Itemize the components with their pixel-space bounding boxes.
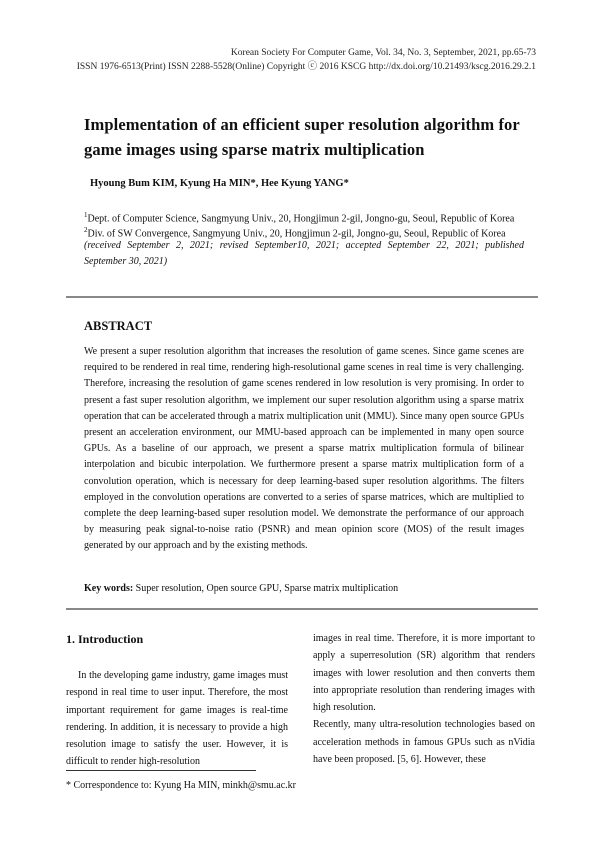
section-divider-bottom (66, 608, 538, 610)
introduction-right-paragraph-2: Recently, many ultra-resolution technologies based on acceleration methods in famous GPUs such as nVidia have been proposed. [5, 6]. However, these (313, 719, 535, 766)
keywords-label: Key words: (84, 583, 134, 594)
affiliation-1-mark: 1 (84, 211, 88, 219)
introduction-heading: 1. Introduction (66, 632, 144, 646)
publication-dates: (received September 2, 2021; revised September10, 2021; accepted September 22, 2021; published September 30, 2021) (84, 240, 524, 267)
paper-title: Implementation of an efficient super resolution algorithm for game images using sparse matrix multiplication (84, 115, 520, 159)
author-list: Hyoung Bum KIM, Kyung Ha MIN*, Hee Kyung YANG* (90, 178, 349, 189)
affiliation-2-mark: 2 (84, 226, 88, 234)
journal-header-line1: Korean Society For Computer Game, Vol. 34, No. 3, September, 2021, pp.65-73 (230, 48, 536, 58)
keywords (84, 583, 398, 594)
abstract-heading: ABSTRACT (84, 319, 153, 333)
affiliation-1-text: Dept. of Computer Science, Sangmyung Univ., 20, Hongjimun 2-gil, Jongno-gu, Seoul, Republic of Korea (87, 213, 515, 225)
correspondence-footnote: * Correspondence to: Kyung Ha MIN, minkh@smu.ac.kr (66, 780, 296, 791)
affiliation-2-text: Div. of SW Convergence, Sangmyung Univ., 20, Hongjimun 2-gil, Jongno-gu, Seoul, Republic of Korea (87, 228, 506, 240)
section-divider-top (66, 296, 538, 298)
introduction-right-column (313, 630, 535, 768)
journal-header-line2: ISSN 1976-6513(Print) ISSN 2288-5528(Online) Copyright ⓒ 2016 KSCG http://dx.doi.org/10.21493/kscg.2016.29.2.1 (76, 62, 536, 72)
footnote-separator (66, 770, 256, 771)
introduction-left-column: In the developing game industry, game images must respond in real time to user input. Therefore, the most important requirement for game images is real-time rendering. In addition, it is necessary to provide a high resolution image to satisfy the user. However, it is difficult to render high-resolution (66, 670, 288, 768)
introduction-right-paragraph-1: images in real time. Therefore, it is more important to apply a superresolution (SR) algorithm that renders images with lower resolution and then converts them into appropriate resolution than rendering images with high resolution. (313, 633, 535, 714)
abstract-body: We present a super resolution algorithm that increases the resolution of game scenes. Since game scenes are required to be rendered in real time, rendering high-resolutional game scenes in real time is very challenging. Therefore, increasing the resolution of game scenes rendered in low resolution is very promising. In order to present a fast super resolution algorithm, we implement our super resolution algorithm using a sparse matrix operation that can be accelerated through a matrix multiplication unit (MMU). Since many open source GPUs present an acceleration environment, our MMU-based approach can be implemented in many open source GPUs. As a baseline of our approach, we present a sparse matrix multiplication formula of bilinear interpolation and bicubic interpolation. We furthermore present a sparse matrix multiplication form of a convolution operation, which is necessary for deep learning-based super resolution algorithms. The filters employed in the convolution operations are converted to a series of sparse matrices, which are multiplied to complete the deep learning-based super resolution model. We demonstrate the performance of our approach by measuring peak signal-to-noise ratio (PSNR) and mean opinion score (MOS) of the result images generated by our approach and by the existing methods. (84, 346, 524, 552)
keywords-text: Super resolution, Open source GPU, Sparse matrix multiplication (135, 583, 399, 594)
